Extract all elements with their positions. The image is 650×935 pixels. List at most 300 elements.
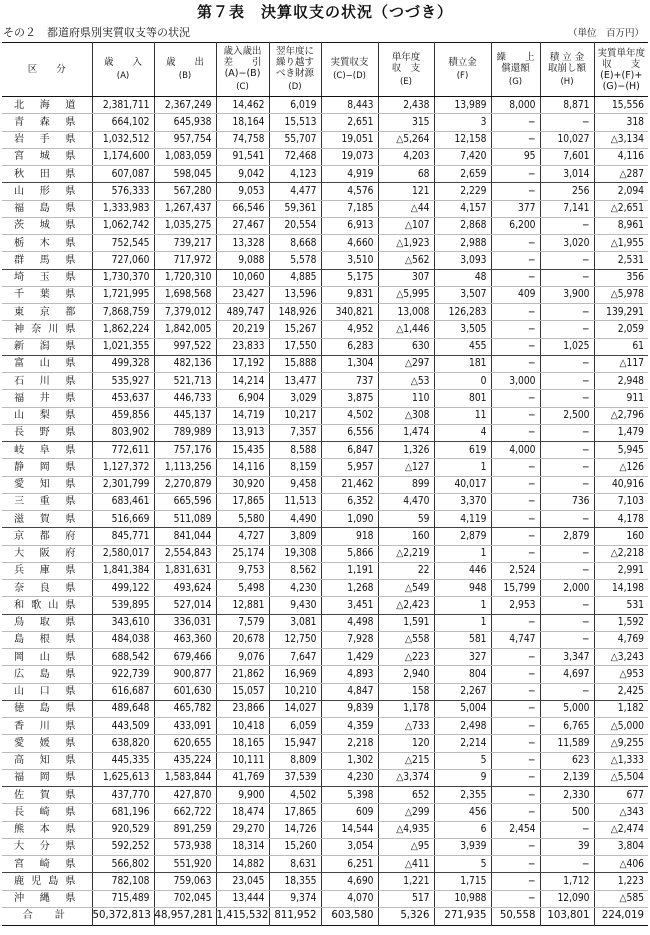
prefecture-name: 埼玉県 xyxy=(2,269,92,286)
table-cell: 9,076 xyxy=(216,649,269,666)
table-cell: 2,059 xyxy=(594,321,648,338)
prefecture-name: 愛媛県 xyxy=(2,735,92,752)
table-cell: 14,027 xyxy=(269,700,321,717)
table-cell: △287 xyxy=(594,166,648,183)
prefecture-name: 栃木県 xyxy=(2,235,92,252)
table-cell: 6,847 xyxy=(321,442,378,459)
column-header-line: 繰 上 xyxy=(496,51,535,63)
table-cell: 2,094 xyxy=(594,183,648,200)
column-header-line: 実質単年度 xyxy=(597,47,645,59)
table-cell: − xyxy=(491,114,540,131)
table-row xyxy=(2,338,648,355)
table-cell: △2,423 xyxy=(378,597,434,614)
table-cell: 4,477 xyxy=(269,183,321,200)
prefecture-name: 静岡県 xyxy=(2,459,92,476)
table-row xyxy=(2,217,648,234)
prefecture-name: 熊本県 xyxy=(2,821,92,838)
total-cell: 50,372,813 xyxy=(92,907,154,925)
table-cell: 20,678 xyxy=(216,631,269,648)
table-cell: − xyxy=(491,390,540,407)
table-cell: 5 xyxy=(434,856,491,873)
table-cell: 620,655 xyxy=(154,735,216,752)
table-cell: 336,031 xyxy=(154,614,216,631)
table-cell: 12,158 xyxy=(434,131,491,148)
table-cell: 2,267 xyxy=(434,683,491,700)
table-cell: 12,090 xyxy=(540,890,594,907)
table-cell: 7,141 xyxy=(540,200,594,217)
table-row xyxy=(2,304,648,321)
table-cell: 6 xyxy=(434,821,491,838)
table-cell: 3,875 xyxy=(321,390,378,407)
table-cell: 14,214 xyxy=(216,373,269,390)
column-header-line: 繰り越す xyxy=(275,57,314,68)
prefecture-name: 奈良県 xyxy=(2,580,92,597)
table-cell: − xyxy=(491,528,540,545)
column-header-line: 積 立 金 xyxy=(549,51,585,63)
table-cell: 10,027 xyxy=(540,131,594,148)
table-cell: 6,765 xyxy=(540,718,594,735)
table-cell: 4,070 xyxy=(321,890,378,907)
table-cell: 948 xyxy=(434,580,491,597)
column-header xyxy=(269,43,321,97)
table-cell: 160 xyxy=(378,528,434,545)
table-cell: − xyxy=(491,752,540,769)
table-cell: △3,374 xyxy=(378,769,434,786)
table-cell: 3,081 xyxy=(269,614,321,631)
table-cell: − xyxy=(491,856,540,873)
table-cell: 2,498 xyxy=(434,718,491,735)
table-cell: 918 xyxy=(321,528,378,545)
table-cell: − xyxy=(491,804,540,821)
table-cell: 10,418 xyxy=(216,718,269,735)
table-cell: 4,502 xyxy=(321,407,378,424)
table-row xyxy=(2,666,648,683)
table-cell: 7,357 xyxy=(269,424,321,441)
table-cell: 9 xyxy=(434,769,491,786)
table-cell: 15,799 xyxy=(491,580,540,597)
prefecture-name: 富山県 xyxy=(2,355,92,372)
table-cell: 10,217 xyxy=(269,407,321,424)
table-cell: − xyxy=(540,511,594,528)
table-cell: 8,871 xyxy=(540,97,594,114)
table-cell: 688,542 xyxy=(92,649,154,666)
table-row xyxy=(2,683,648,700)
table-cell: 7,420 xyxy=(434,148,491,165)
table-cell: 900,877 xyxy=(154,666,216,683)
table-row xyxy=(2,373,648,390)
table-cell: 5,000 xyxy=(540,700,594,717)
table-cell: − xyxy=(540,114,594,131)
table-cell: 3,347 xyxy=(540,649,594,666)
table-cell: 1,429 xyxy=(321,649,378,666)
table-cell: 10,111 xyxy=(216,752,269,769)
table-cell: 1,127,372 xyxy=(92,459,154,476)
table-cell: 61 xyxy=(594,338,648,355)
table-cell: − xyxy=(491,424,540,441)
table-cell: 1,625,613 xyxy=(92,769,154,786)
table-cell: 1,062,742 xyxy=(92,217,154,234)
prefecture-name: 群馬県 xyxy=(2,252,92,269)
table-cell: 15,435 xyxy=(216,442,269,459)
table-cell: 527,014 xyxy=(154,597,216,614)
table-cell: 1,021,355 xyxy=(92,338,154,355)
table-cell: 573,938 xyxy=(154,838,216,855)
table-cell: △406 xyxy=(594,856,648,873)
table-row xyxy=(2,269,648,286)
table-cell: − xyxy=(540,821,594,838)
table-cell: − xyxy=(491,235,540,252)
prefecture-name: 香川県 xyxy=(2,718,92,735)
table-cell: 1,182 xyxy=(594,700,648,717)
table-cell: 15,260 xyxy=(269,838,321,855)
total-cell: 811,952 xyxy=(269,907,321,925)
table-cell: 120 xyxy=(378,735,434,752)
table-cell: 772,611 xyxy=(92,442,154,459)
table-cell: 8,961 xyxy=(594,217,648,234)
total-cell: 271,935 xyxy=(434,907,491,925)
table-cell: 4,123 xyxy=(269,166,321,183)
prefecture-name: 東京都 xyxy=(2,304,92,321)
table-row xyxy=(2,580,648,597)
table-cell: 6,251 xyxy=(321,856,378,873)
table-cell: 789,989 xyxy=(154,424,216,441)
column-header-line: (G)−(H) xyxy=(602,80,640,92)
table-cell: △95 xyxy=(378,838,434,855)
prefecture-name: 新潟県 xyxy=(2,338,92,355)
table-cell: 41,769 xyxy=(216,769,269,786)
table-cell: 920,529 xyxy=(92,821,154,838)
table-cell: 13,477 xyxy=(269,373,321,390)
table-cell: 13,913 xyxy=(216,424,269,441)
table-cell: 592,252 xyxy=(92,838,154,855)
table-row xyxy=(2,718,648,735)
table-cell: − xyxy=(540,597,594,614)
prefecture-name: 長崎県 xyxy=(2,804,92,821)
prefecture-name: 三重県 xyxy=(2,493,92,510)
table-cell: 437,770 xyxy=(92,787,154,804)
table-cell: △411 xyxy=(378,856,434,873)
table-cell: 5,398 xyxy=(321,787,378,804)
table-cell: 18,164 xyxy=(216,114,269,131)
table-cell: 5,578 xyxy=(269,252,321,269)
table-cell: 1,302 xyxy=(321,752,378,769)
table-cell: 456 xyxy=(434,804,491,821)
column-header xyxy=(321,43,378,97)
table-cell: 1,831,631 xyxy=(154,562,216,579)
table-cell: 15,947 xyxy=(269,735,321,752)
table-cell: − xyxy=(540,269,594,286)
table-cell: 997,522 xyxy=(154,338,216,355)
table-cell: − xyxy=(491,890,540,907)
settlement-table xyxy=(2,42,648,926)
table-cell: 4,502 xyxy=(269,787,321,804)
prefecture-name: 北海道 xyxy=(2,97,92,114)
table-cell: 121 xyxy=(378,183,434,200)
table-cell: △5,995 xyxy=(378,286,434,303)
column-header xyxy=(540,43,594,97)
table-cell: △2,219 xyxy=(378,545,434,562)
table-cell: 6,904 xyxy=(216,390,269,407)
prefecture-name: 福井県 xyxy=(2,390,92,407)
column-code: (G) xyxy=(508,76,523,87)
prefecture-name: 大分県 xyxy=(2,838,92,855)
table-row xyxy=(2,390,648,407)
table-cell: 8,562 xyxy=(269,562,321,579)
table-cell: 6,200 xyxy=(491,217,540,234)
table-cell: 327 xyxy=(434,649,491,666)
table-cell: 446 xyxy=(434,562,491,579)
table-cell: 845,771 xyxy=(92,528,154,545)
table-cell: 3,370 xyxy=(434,493,491,510)
table-cell: 11,513 xyxy=(269,493,321,510)
table-row xyxy=(2,631,648,648)
table-cell: 55,707 xyxy=(269,131,321,148)
table-cell: 37,539 xyxy=(269,769,321,786)
table-cell: 1,083,059 xyxy=(154,148,216,165)
table-cell: 7,601 xyxy=(540,148,594,165)
table-cell: △117 xyxy=(594,355,648,372)
table-cell: 435,224 xyxy=(154,752,216,769)
prefecture-name: 滋賀県 xyxy=(2,511,92,528)
table-row xyxy=(2,97,648,114)
table-cell: 911 xyxy=(594,390,648,407)
table-cell: 2,454 xyxy=(491,821,540,838)
table-cell: 1,715 xyxy=(434,873,491,890)
table-cell: 9,839 xyxy=(321,700,378,717)
table-cell: 459,856 xyxy=(92,407,154,424)
table-body xyxy=(2,97,648,908)
table-cell: 343,610 xyxy=(92,614,154,631)
table-cell: △2,474 xyxy=(594,821,648,838)
table-cell: 5 xyxy=(434,752,491,769)
table-cell: 7,579 xyxy=(216,614,269,631)
table-cell: 318 xyxy=(594,114,648,131)
table-cell: − xyxy=(540,304,594,321)
table-cell: 1,720,310 xyxy=(154,269,216,286)
table-cell: 922,739 xyxy=(92,666,154,683)
table-cell: 1 xyxy=(434,459,491,476)
table-cell: 1,304 xyxy=(321,355,378,372)
table-cell: 4,769 xyxy=(594,631,648,648)
table-cell: 148,926 xyxy=(269,304,321,321)
table-cell: 4,847 xyxy=(321,683,378,700)
table-cell: 1,025 xyxy=(540,338,594,355)
table-cell: △558 xyxy=(378,631,434,648)
table-cell: − xyxy=(540,321,594,338)
column-code: (F) xyxy=(456,71,469,81)
table-cell: 18,474 xyxy=(216,804,269,821)
table-cell: 801 xyxy=(434,390,491,407)
table-cell: 91,541 xyxy=(216,148,269,165)
table-cell: 465,782 xyxy=(154,700,216,717)
table-cell: 1,730,370 xyxy=(92,269,154,286)
table-cell: − xyxy=(491,131,540,148)
table-cell: 2,580,017 xyxy=(92,545,154,562)
table-cell: 681,196 xyxy=(92,804,154,821)
prefecture-name: 岩手県 xyxy=(2,131,92,148)
table-cell: 5,175 xyxy=(321,269,378,286)
column-header-line: 歳入歳出 xyxy=(223,46,262,57)
table-row xyxy=(2,804,648,821)
column-header xyxy=(434,43,491,97)
table-cell: 427,870 xyxy=(154,787,216,804)
table-cell: 5,866 xyxy=(321,545,378,562)
table-row xyxy=(2,614,648,631)
table-cell: 841,044 xyxy=(154,528,216,545)
table-cell: 3,029 xyxy=(269,390,321,407)
table-cell: 4,660 xyxy=(321,235,378,252)
table-cell: 2,214 xyxy=(434,735,491,752)
table-cell: △127 xyxy=(378,459,434,476)
table-cell: − xyxy=(540,614,594,631)
table-cell: 566,802 xyxy=(92,856,154,873)
table-cell: 22 xyxy=(378,562,434,579)
table-cell: △5,264 xyxy=(378,131,434,148)
table-cell: 727,060 xyxy=(92,252,154,269)
table-cell: 3,809 xyxy=(269,528,321,545)
table-cell: 17,192 xyxy=(216,355,269,372)
table-cell: △126 xyxy=(594,459,648,476)
table-cell: 13,328 xyxy=(216,235,269,252)
table-cell: 181 xyxy=(434,355,491,372)
prefecture-name: 秋田県 xyxy=(2,166,92,183)
table-cell: 3,054 xyxy=(321,838,378,855)
table-cell: 30,920 xyxy=(216,476,269,493)
table-cell: 12,881 xyxy=(216,597,269,614)
table-cell: 463,360 xyxy=(154,631,216,648)
table-cell: 14,116 xyxy=(216,459,269,476)
table-cell: 9,831 xyxy=(321,286,378,303)
table-cell: 8,588 xyxy=(269,442,321,459)
prefecture-name: 広島県 xyxy=(2,666,92,683)
table-cell: 10,060 xyxy=(216,269,269,286)
table-row xyxy=(2,700,648,717)
table-cell: 2,229 xyxy=(434,183,491,200)
unit-label: （単位 百万円） xyxy=(567,28,644,39)
table-row xyxy=(2,114,648,131)
table-row xyxy=(2,511,648,528)
column-code: (B) xyxy=(178,71,192,81)
table-cell: 1,862,224 xyxy=(92,321,154,338)
table-cell: 15,057 xyxy=(216,683,269,700)
table-cell: 72,468 xyxy=(269,148,321,165)
table-cell: △3,243 xyxy=(594,649,648,666)
table-cell: 511,089 xyxy=(154,511,216,528)
table-cell: 21,462 xyxy=(321,476,378,493)
table-cell: 484,038 xyxy=(92,631,154,648)
table-cell: 3,093 xyxy=(434,252,491,269)
table-cell: 3,510 xyxy=(321,252,378,269)
table-cell: 1,174,600 xyxy=(92,148,154,165)
table-cell: 8,443 xyxy=(321,97,378,114)
table-cell: 9,053 xyxy=(216,183,269,200)
table-cell: 1,178 xyxy=(378,700,434,717)
table-cell: 782,108 xyxy=(92,873,154,890)
table-cell: 2,948 xyxy=(594,373,648,390)
table-cell: 4,747 xyxy=(491,631,540,648)
table-cell: 0 xyxy=(434,373,491,390)
table-cell: 8,159 xyxy=(269,459,321,476)
table-cell: − xyxy=(491,407,540,424)
table-cell: − xyxy=(491,338,540,355)
table-cell: 4,359 xyxy=(321,718,378,735)
table-cell: 66,546 xyxy=(216,200,269,217)
table-cell: 9,088 xyxy=(216,252,269,269)
column-header-line: 差 引 xyxy=(223,57,262,68)
prefecture-name: 岐阜県 xyxy=(2,442,92,459)
table-row xyxy=(2,148,648,165)
table-cell: 516,669 xyxy=(92,511,154,528)
table-cell: − xyxy=(491,649,540,666)
table-cell: 683,461 xyxy=(92,493,154,510)
table-cell: 3,505 xyxy=(434,321,491,338)
table-row xyxy=(2,890,648,907)
table-cell: 1,583,844 xyxy=(154,769,216,786)
column-header-line: 歳 出 xyxy=(165,57,204,68)
table-cell: △733 xyxy=(378,718,434,735)
table-cell: 9,900 xyxy=(216,787,269,804)
table-cell: 715,489 xyxy=(92,890,154,907)
prefecture-name: 福島県 xyxy=(2,200,92,217)
table-cell: 2,659 xyxy=(434,166,491,183)
table-cell: 40,017 xyxy=(434,476,491,493)
table-cell: 48 xyxy=(434,269,491,286)
total-cell: 48,957,281 xyxy=(154,907,216,925)
table-cell: − xyxy=(491,666,540,683)
table-cell: 4,230 xyxy=(269,580,321,597)
table-footer xyxy=(2,907,648,925)
table-cell: 12,750 xyxy=(269,631,321,648)
table-cell: 717,972 xyxy=(154,252,216,269)
table-cell: − xyxy=(491,321,540,338)
table-row xyxy=(2,321,648,338)
column-header xyxy=(154,43,216,97)
table-row xyxy=(2,235,648,252)
column-header xyxy=(594,43,648,97)
table-cell: 3,804 xyxy=(594,838,648,855)
table-cell: 5,580 xyxy=(216,511,269,528)
table-cell: 804 xyxy=(434,666,491,683)
prefecture-name: 茨城県 xyxy=(2,217,92,234)
table-cell: − xyxy=(540,355,594,372)
table-row xyxy=(2,355,648,372)
table-cell: 499,328 xyxy=(92,355,154,372)
total-cell: 103,801 xyxy=(540,907,594,925)
table-cell: 1,223 xyxy=(594,873,648,890)
table-cell: △308 xyxy=(378,407,434,424)
table-cell: − xyxy=(491,873,540,890)
table-cell: 1,090 xyxy=(321,511,378,528)
table-cell: 445,137 xyxy=(154,407,216,424)
column-header xyxy=(216,43,269,97)
table-cell: 3,000 xyxy=(491,373,540,390)
table-cell: 4,885 xyxy=(269,269,321,286)
table-cell: 14,882 xyxy=(216,856,269,873)
table-cell: 1,841,384 xyxy=(92,562,154,579)
table-cell: 531 xyxy=(594,597,648,614)
table-cell: 1,479 xyxy=(594,424,648,441)
table-cell: 39 xyxy=(540,838,594,855)
table-cell: 638,820 xyxy=(92,735,154,752)
table-cell: 1,698,568 xyxy=(154,286,216,303)
table-cell: 446,733 xyxy=(154,390,216,407)
table-cell: △299 xyxy=(378,804,434,821)
table-cell: 7,928 xyxy=(321,631,378,648)
table-cell: 2,879 xyxy=(540,528,594,545)
prefecture-name: 兵庫県 xyxy=(2,562,92,579)
table-cell: 14,544 xyxy=(321,821,378,838)
table-cell: 3 xyxy=(434,114,491,131)
